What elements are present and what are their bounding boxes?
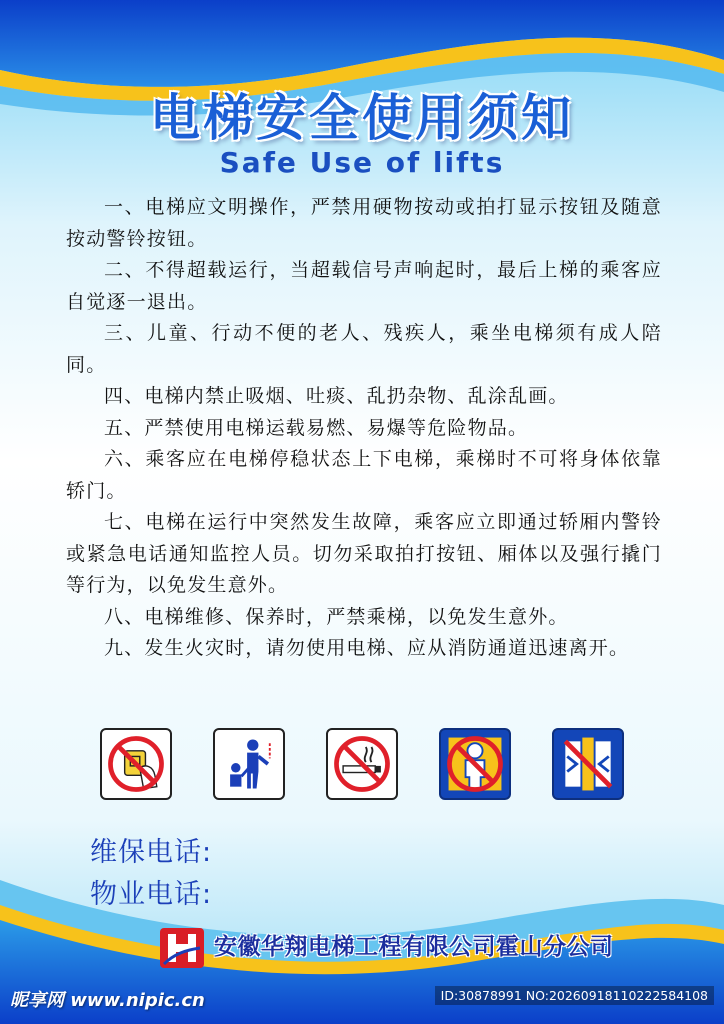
maintenance-phone-label: 维保电话: xyxy=(90,837,213,868)
page-title: 电梯安全使用须知 xyxy=(150,89,574,147)
image-id-tag: ID:30878991 NO:20260918110222584108 xyxy=(435,986,714,1005)
page-subtitle: Safe Use of lifts xyxy=(219,146,505,179)
rule-item: 一、电梯应文明操作，严禁用硬物按动或拍打显示按钮及随意按动警铃按钮。 xyxy=(66,196,662,250)
rule-item: 四、电梯内禁止吸烟、吐痰、乱扔杂物、乱涂乱画。 xyxy=(104,385,569,407)
rules-list xyxy=(66,192,662,665)
company-footer xyxy=(160,924,680,972)
child-accompanied-icon xyxy=(213,728,285,800)
rule-item: 七、电梯在运行中突然发生故障，乘客应立即通过轿厢内警铃或紧急电话通知监控人员。切勿采取拍打按钮、厢体以及强行撬门等行为，以免发生意外。 xyxy=(66,511,662,596)
rule-item: 九、发生火灾时，请勿使用电梯、应从消防通道迅速离开。 xyxy=(104,637,630,659)
site-watermark: 昵享网 www.nipic.cn xyxy=(10,990,205,1011)
company-logo xyxy=(160,928,204,968)
rule-item: 二、不得超载运行，当超载信号声响起时，最后上梯的乘客应自觉逐一退出。 xyxy=(66,259,662,313)
no-forcing-door-icon xyxy=(552,728,624,800)
rule-item: 六、乘客应在电梯停稳状态上下电梯，乘梯时不可将身体依靠轿门。 xyxy=(66,448,662,502)
safety-signs-row xyxy=(100,728,624,804)
property-phone-label: 物业电话: xyxy=(90,879,213,910)
rule-item: 三、儿童、行动不便的老人、残疾人，乘坐电梯须有成人陪同。 xyxy=(66,322,662,376)
rule-item: 八、电梯维修、保养时，严禁乘梯，以免发生意外。 xyxy=(104,605,569,628)
no-pressing-alarm-icon xyxy=(100,728,172,800)
rule-item: 五、严禁使用电梯运载易燃、易爆等危险物品。 xyxy=(104,416,529,439)
no-smoking-icon xyxy=(326,728,398,800)
no-leaning-on-door-icon xyxy=(439,728,511,800)
company-name: 安徽华翔电梯工程有限公司霍山分公司 xyxy=(214,934,614,960)
